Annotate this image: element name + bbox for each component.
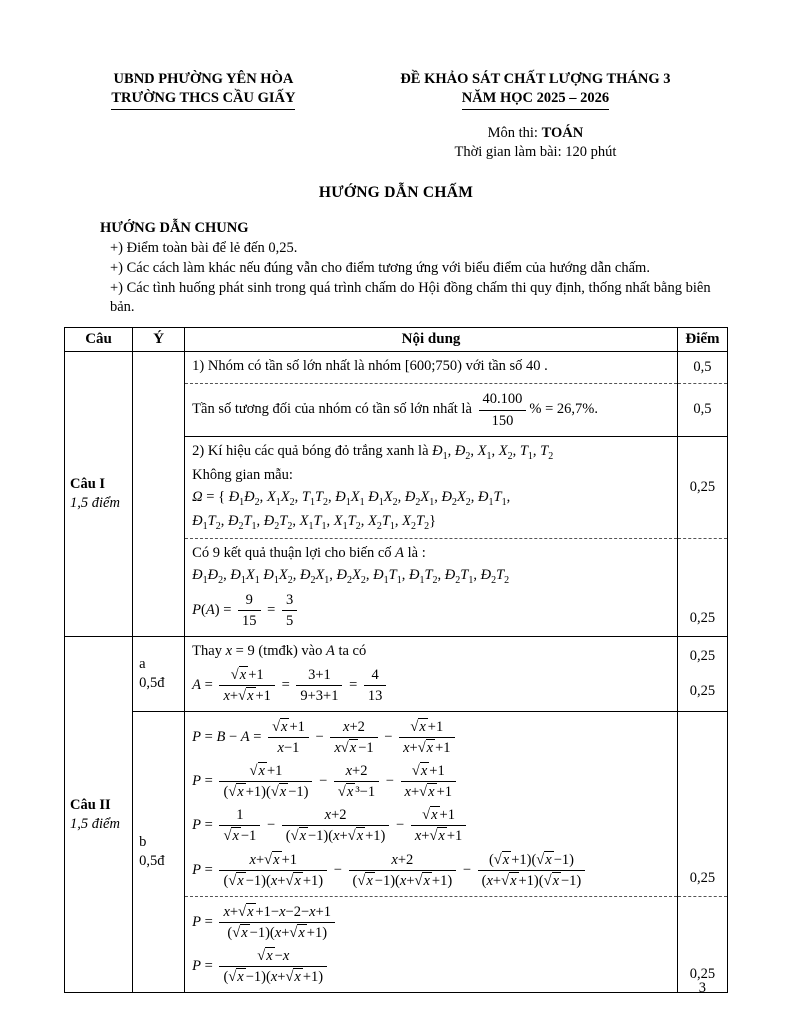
col-header-noidung: Nội dung (185, 327, 678, 352)
col-header-diem: Điểm (677, 327, 727, 352)
col-header-y: Ý (133, 327, 185, 352)
subject-label: Môn thi: (487, 125, 542, 142)
content-line: P = B − A = $\frac{√x +1}{x-1}$ − $\frac{x+2}{x√x -1}$ − $\frac{√x +1}{x+√x +1}$ (192, 717, 670, 758)
cau2-b2-content (185, 896, 678, 993)
cau1-r3-point: 0,25 (677, 436, 727, 538)
cau1-r4-point: 0,25 (677, 538, 727, 636)
table-header-row (65, 327, 728, 352)
content-line: 1) Nhóm có tần số lớn nhất là nhóm [600;750) với tần số 40 . (192, 358, 548, 375)
cau2-label-cell (65, 637, 133, 993)
content-line: 2) Kí hiệu các quả bóng đỏ trắng xanh là $Đ_1$, $Đ_2$, $X_1$, $X_2$, $T_1$, $T_2$ (192, 442, 554, 462)
cau1-r1-point: 0,5 (677, 352, 727, 384)
cau1-r4-content (185, 538, 678, 636)
y-label-a: a (139, 656, 146, 672)
content-line: $Đ_1Đ_2$, $Đ_1X_1$ $Đ_1X_2$, $Đ_2X_1$, $Đ_2X_2$, $Đ_1T_1$, $Đ_1T_2$, $Đ_2T_1$, $Đ_2T_2$ (192, 567, 510, 586)
content-line: P = $\frac{x+√x +1-x-2-x+1}{(√x -1)(x+√x +1)}$ (192, 902, 670, 943)
cau1-row1 (65, 352, 728, 384)
header-left-block (64, 70, 343, 110)
cau2-b1-content (185, 711, 678, 896)
document-header (64, 70, 728, 110)
cau2-b2-point: 0,25 (677, 896, 727, 993)
cau2-row-a (65, 637, 728, 711)
doc-title: HƯỚNG DẪN CHẤM (318, 183, 474, 201)
header-right-block (343, 70, 728, 110)
guide-note: +) Điểm toàn bài để lẻ đến 0,25. (110, 240, 298, 257)
cau2-b1-point: 0,25 (677, 711, 727, 896)
y-points-a: 0,5đ (139, 675, 165, 692)
cau2-row-b1 (65, 711, 728, 896)
page-number: 3 (698, 979, 706, 996)
org-name: UBND PHƯỜNG YÊN HÒA (113, 71, 294, 87)
cau2-label: Câu II (70, 796, 111, 813)
general-guide-heading: HƯỚNG DẪN CHUNG (100, 219, 249, 236)
answer-key-table (64, 327, 728, 994)
cau1-y-cell (133, 352, 185, 637)
guide-note: +) Các tình huống phát sinh trong quá trình chấm do Hội đồng chấm thi quy định, thống nhất bằng biên bản. (110, 280, 711, 316)
subject-value: TOÁN (541, 125, 584, 142)
cau2-points-label: 1,5 điểm (70, 815, 120, 832)
cau2-a-y-cell (133, 637, 185, 711)
cau1-r3-content (185, 436, 678, 538)
content-line: P(A) = $\frac{9}{15}$ = $\frac{3}{5}$ (192, 590, 670, 631)
cau1-label-cell (65, 352, 133, 637)
content-line: P = $\frac{x+√x +1}{(√x -1)(x+√x +1)}$ − $\frac{x+2}{(√x -1)(x+√x +1)}$ − $\frac{(√x +1)(√x -1)}{(x+√x +1)(√x -1)}$ (192, 850, 670, 891)
school-year: NĂM HỌC 2025 – 2026 (343, 89, 728, 110)
content-line: Không gian mẫu: (192, 466, 293, 483)
y-label-b: b (139, 833, 147, 850)
content-line: $Đ_1T_2$, $Đ_2T_1$, $Đ_2T_2$, $X_1T_1$, $X_1T_2$, $X_2T_1$, $X_2T_2$} (192, 512, 437, 532)
cau1-label: Câu I (70, 476, 106, 493)
cau2-b-y-cell (133, 711, 185, 993)
col-header-cau: Câu (65, 327, 133, 352)
y-points-b: 0,5đ (139, 853, 165, 870)
school-name: TRƯỜNG THCS CẦU GIẤY (64, 89, 343, 110)
content-line: P = $\frac{1}{√x -1}$ − $\frac{x+2}{(√x -1)(x+√x +1)}$ − $\frac{√x +1}{x+√x +1}$ (192, 805, 670, 846)
subject-line (343, 124, 728, 143)
content-line: Có 9 kết quả thuận lợi cho biến cố A là : (192, 544, 426, 561)
duration-line: Thời gian làm bài: 120 phút (454, 144, 617, 161)
content-line: Ω = { $Đ_1Đ_2$, $X_1X_2$, $T_1T_2$, $Đ_1X_1$ $Đ_1X_2$, $Đ_2X_1$, $Đ_2X_2$, $Đ_1T_1$, (192, 488, 511, 508)
cau2-a-content (185, 637, 678, 711)
content-line: P = $\frac{√x -x}{(√x -1)(x+√x +1)}$ (192, 946, 670, 987)
cau1-r2-point: 0,5 (677, 384, 727, 436)
content-line: P = $\frac{√x +1}{(√x +1)(√x -1)}$ − $\frac{x+2}{\text{√x ³−1}}$ − $\frac{√x +1}{x+√x +1}$ (192, 761, 670, 802)
content-line: A = $\frac{√x +1}{x+√x +1}$ = $\frac{3+1}{9+3+1}$ = $\frac{4}{13}$ (192, 665, 670, 706)
cau1-points-label: 1,5 điểm (70, 495, 120, 512)
cau2-a-point: 0,25 0,25 (677, 637, 727, 711)
exam-title: ĐỀ KHẢO SÁT CHẤT LƯỢNG THÁNG 3 (400, 71, 671, 87)
content-line: Thay x = 9 (tmđk) vào A ta có (192, 643, 367, 660)
cau1-r1-content (185, 352, 678, 384)
guide-note: +) Các cách làm khác nếu đúng vẫn cho điểm tương ứng với biểu điểm của hướng dẫn chấm. (110, 260, 650, 277)
cau1-r2-content (185, 384, 678, 436)
subject-block (343, 124, 728, 162)
content-line: Tần số tương đối của nhóm có tần số lớn nhất là $\frac{40.100}{150}$ % = 26,7%. (192, 391, 598, 429)
